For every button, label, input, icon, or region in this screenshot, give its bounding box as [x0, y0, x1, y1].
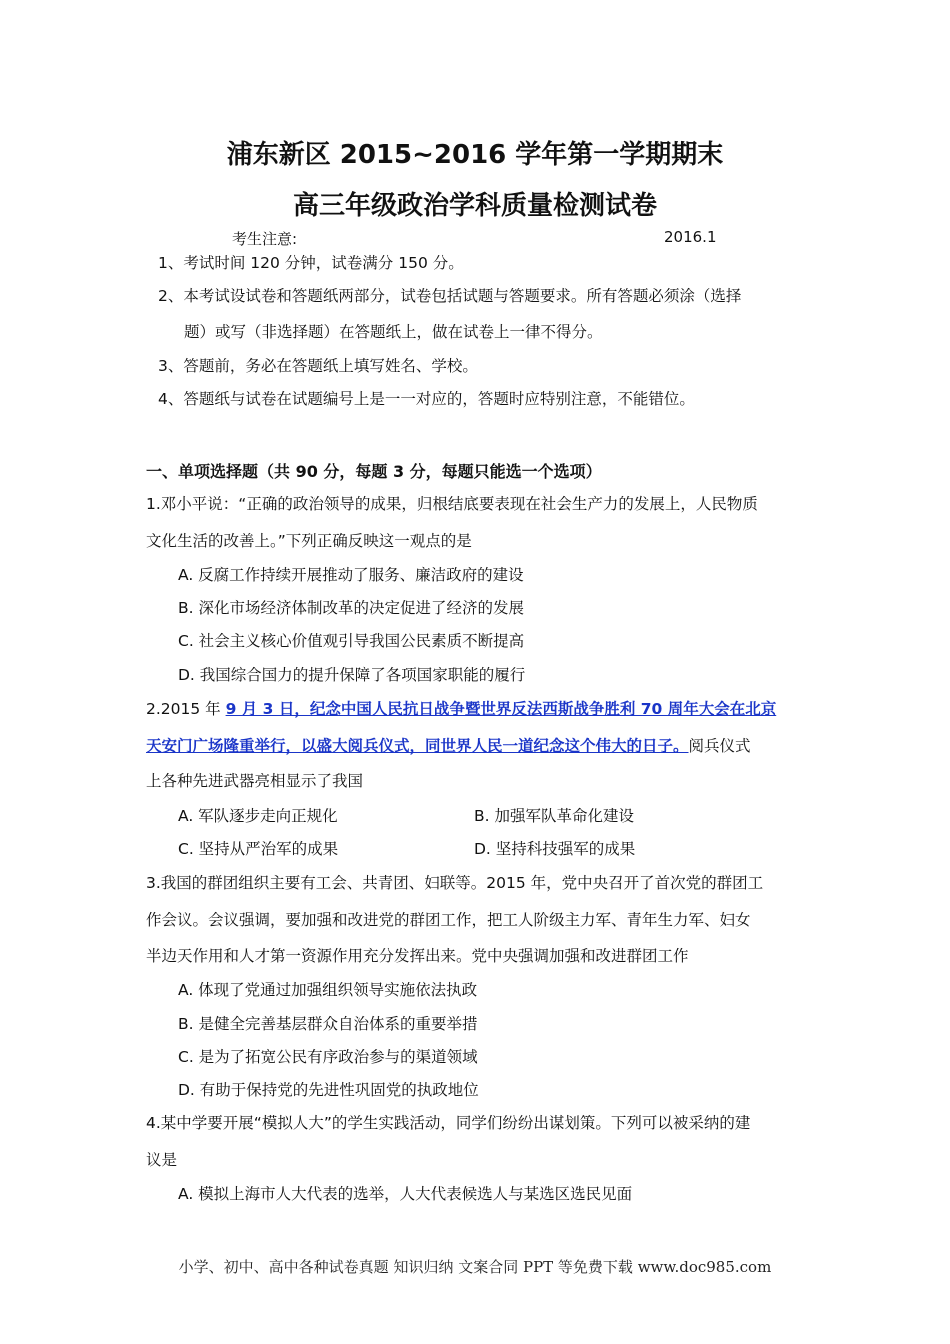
q2-stem-line1 — [146, 699, 776, 719]
notice-label: 考生注意: — [232, 230, 298, 248]
q2-option-c: C. 坚持从严治军的成果 — [178, 840, 339, 858]
q2-option-b: B. 加强军队革命化建设 — [474, 807, 634, 825]
q1-option-c: C. 社会主义核心价值观引导我国公民素质不断提高 — [178, 632, 525, 650]
q2-stem-line2 — [146, 736, 751, 756]
q2-highlight-1: 9 月 3 日，纪念中国人民抗日战争暨世界反法西斯战争胜利 70 周年大会在北京 — [225, 700, 777, 718]
q4-stem-line2: 议是 — [146, 1151, 178, 1169]
q1-stem-line1: 1.邓小平说：“正确的政治领导的成果，归根结底要表现在社会生产力的发展上，人民物质 — [146, 495, 758, 513]
q2-stem-line3: 上各种先进武器亮相显示了我国 — [146, 772, 364, 790]
exam-title-line2: 高三年级政治学科质量检测试卷 — [292, 191, 657, 221]
notice-item-3: 3、答题前，务必在答题纸上填写姓名、学校。 — [158, 357, 478, 375]
q2-highlight-2: 天安门广场隆重举行，以盛大阅兵仪式，同世界人民一道纪念这个伟大的日子。 — [146, 737, 689, 755]
q1-option-d: D. 我国综合国力的提升保障了各项国家职能的履行 — [178, 666, 526, 684]
notice-item-4: 4、答题纸与试卷在试题编号上是一一对应的，答题时应特别注意，不能错位。 — [158, 390, 695, 408]
exam-title-line1: 浦东新区 2015~2016 学年第一学期期末 — [226, 140, 724, 170]
section-heading: 一、单项选择题（共 90 分，每题 3 分，每题只能选一个选项） — [146, 462, 602, 481]
q3-option-c: C. 是为了拓宽公民有序政治参与的渠道领域 — [178, 1048, 478, 1066]
q4-option-a: A. 模拟上海市人大代表的选举，人大代表候选人与某选区选民见面 — [178, 1185, 633, 1203]
q1-stem-line2: 文化生活的改善上。”下列正确反映这一观点的是 — [146, 532, 472, 550]
q3-stem-line2: 作会议。会议强调，要加强和改进党的群团工作，把工人阶级主力军、青年生力军、妇女 — [146, 911, 751, 929]
q1-option-a: A. 反腐工作持续开展推动了服务、廉洁政府的建设 — [178, 566, 524, 584]
q3-stem-line3: 半边天作用和人才第一资源作用充分发挥出来。党中央强调加强和改进群团工作 — [146, 947, 689, 965]
q2-prefix: 2.2015 年 — [146, 700, 226, 718]
q2-option-a: A. 军队逐步走向正规化 — [178, 807, 338, 825]
notice-item-2-cont: 题）或写（非选择题）在答题纸上，做在试卷上一律不得分。 — [184, 323, 603, 341]
page-footer: 小学、初中、高中各种试卷真题 知识归纳 文案合同 PPT 等免费下载 www.doc985.com — [178, 1258, 772, 1276]
q3-stem-line1: 3.我国的群团组织主要有工会、共青团、妇联等。2015 年，党中央召开了首次党的群团工 — [146, 874, 764, 892]
q2-suffix: 阅兵仪式 — [688, 737, 751, 755]
q4-stem-line1: 4.某中学要开展“模拟人大”的学生实践活动，同学们纷纷出谋划策。下列可以被采纳的建 — [146, 1114, 751, 1132]
q3-option-d: D. 有助于保持党的先进性巩固党的执政地位 — [178, 1081, 479, 1099]
exam-date: 2016.1 — [664, 228, 717, 246]
notice-item-2: 2、本考试设试卷和答题纸两部分，试卷包括试题与答题要求。所有答题必须涂（选择 — [158, 287, 742, 305]
notice-item-1: 1、考试时间 120 分钟，试卷满分 150 分。 — [158, 254, 464, 272]
q2-option-d: D. 坚持科技强军的成果 — [474, 840, 636, 858]
q3-option-b: B. 是健全完善基层群众自治体系的重要举措 — [178, 1015, 478, 1033]
q3-option-a: A. 体现了党通过加强组织领导实施依法执政 — [178, 981, 478, 999]
q1-option-b: B. 深化市场经济体制改革的决定促进了经济的发展 — [178, 599, 524, 617]
